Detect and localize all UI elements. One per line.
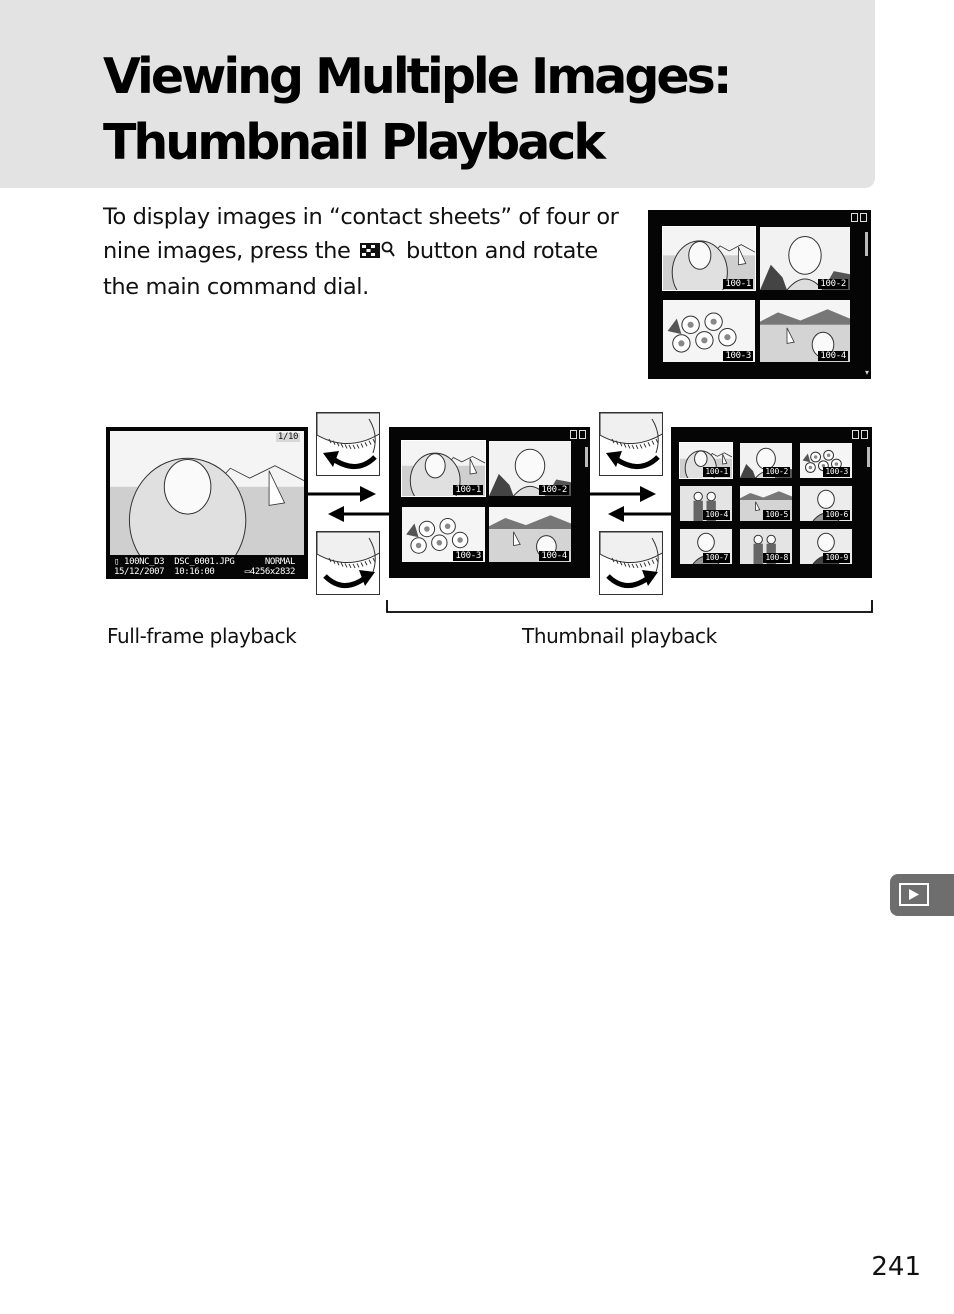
thumbnail-label: 100-5 bbox=[765, 510, 788, 519]
thumbnail bbox=[680, 486, 732, 521]
lcd-full-frame-example bbox=[106, 427, 308, 579]
main-command-dial-icon bbox=[599, 531, 663, 595]
thumbnail-label: 100-3 bbox=[825, 467, 848, 476]
scroll-down-icon: ▾ bbox=[864, 368, 869, 377]
thumbnail-label: 100-3 bbox=[455, 551, 481, 561]
folder-file-name: 100NC_D3 DSC_0001.JPG bbox=[124, 557, 235, 567]
intro-paragraph bbox=[103, 200, 623, 304]
lcd-nine-thumbnails bbox=[671, 427, 872, 578]
image-quality: NORMAL bbox=[264, 557, 295, 567]
image-size-value: 4256x2832 bbox=[249, 567, 295, 577]
thumbnail-label: 100-4 bbox=[705, 510, 728, 519]
page-title-line-2: Thumbnail Playback bbox=[103, 114, 603, 171]
playback-icon bbox=[890, 874, 954, 916]
thumbnail bbox=[760, 227, 850, 290]
thumbnail-label: 100-9 bbox=[825, 553, 848, 562]
thumbnail-label: 100-2 bbox=[820, 279, 846, 289]
caption-full-frame: Full-frame playback bbox=[107, 624, 297, 648]
intro-text-after: button and rotate the main command dial. bbox=[103, 238, 598, 300]
thumbnail bbox=[680, 529, 732, 564]
lock-icon: ▯ bbox=[114, 557, 125, 567]
thumbnail bbox=[740, 443, 792, 478]
full-frame-image bbox=[110, 431, 304, 555]
thumbnail-label: 100-1 bbox=[725, 279, 751, 289]
thumbnail bbox=[760, 300, 850, 362]
thumbnail bbox=[402, 441, 485, 496]
thumbnail bbox=[489, 507, 571, 562]
arrow-left-icon bbox=[328, 506, 389, 522]
page-title-line-1: Viewing Multiple Images: bbox=[103, 48, 730, 105]
thumbnail bbox=[800, 529, 852, 564]
thumbnail bbox=[680, 443, 732, 478]
thumbnail-label: 100-8 bbox=[765, 553, 788, 562]
thumbnail-bracket bbox=[387, 600, 872, 612]
thumbnail-label: 100-6 bbox=[825, 510, 848, 519]
thumbnail bbox=[489, 441, 571, 496]
protect-status-icons bbox=[852, 430, 868, 439]
scrollbar bbox=[865, 232, 868, 256]
page-number: 241 bbox=[871, 1252, 921, 1282]
thumbnail bbox=[740, 529, 792, 564]
thumbnail bbox=[663, 300, 755, 362]
thumbnail-label: 100-1 bbox=[705, 467, 728, 476]
image-size-icon: ▭ bbox=[244, 567, 250, 577]
side-tab-playback bbox=[890, 874, 954, 916]
image-size bbox=[245, 568, 295, 577]
file-info bbox=[114, 558, 234, 567]
thumbnail bbox=[800, 443, 852, 478]
page-title bbox=[103, 44, 729, 176]
arrow-left-icon bbox=[608, 506, 671, 522]
protect-status-icons bbox=[851, 213, 867, 222]
arrow-right-icon bbox=[590, 486, 656, 502]
thumbnail bbox=[402, 507, 485, 562]
thumbnail-label: 100-4 bbox=[541, 551, 567, 561]
thumbnail bbox=[800, 486, 852, 521]
thumbnail-zoom-out-button-icon bbox=[359, 236, 397, 270]
thumbnail bbox=[663, 227, 755, 290]
caption-thumbnail: Thumbnail playback bbox=[522, 624, 717, 648]
thumbnail-label: 100-2 bbox=[541, 485, 567, 495]
thumbnail-label: 100-3 bbox=[725, 351, 751, 361]
main-command-dial-icon bbox=[316, 531, 380, 595]
frame-counter: 1/10 bbox=[277, 432, 298, 442]
scrollbar bbox=[867, 447, 870, 467]
thumbnail-label: 100-7 bbox=[705, 553, 728, 562]
thumbnail bbox=[740, 486, 792, 521]
scrollbar bbox=[585, 447, 588, 467]
arrow-right-icon bbox=[308, 486, 376, 502]
protect-status-icons bbox=[570, 430, 586, 439]
main-command-dial-icon bbox=[316, 412, 380, 476]
lcd-four-thumbnails bbox=[389, 427, 590, 578]
main-command-dial-icon bbox=[599, 412, 663, 476]
lcd-four-thumbnail-example bbox=[648, 210, 871, 379]
thumbnail-label: 100-4 bbox=[820, 351, 846, 361]
date-time: 15/12/2007 10:16:00 bbox=[114, 567, 215, 577]
intro-text-before: To display images in “contact sheets” of four or nine images, press the bbox=[103, 204, 619, 264]
thumbnail-label: 100-2 bbox=[765, 467, 788, 476]
thumbnail-label: 100-1 bbox=[455, 485, 481, 495]
